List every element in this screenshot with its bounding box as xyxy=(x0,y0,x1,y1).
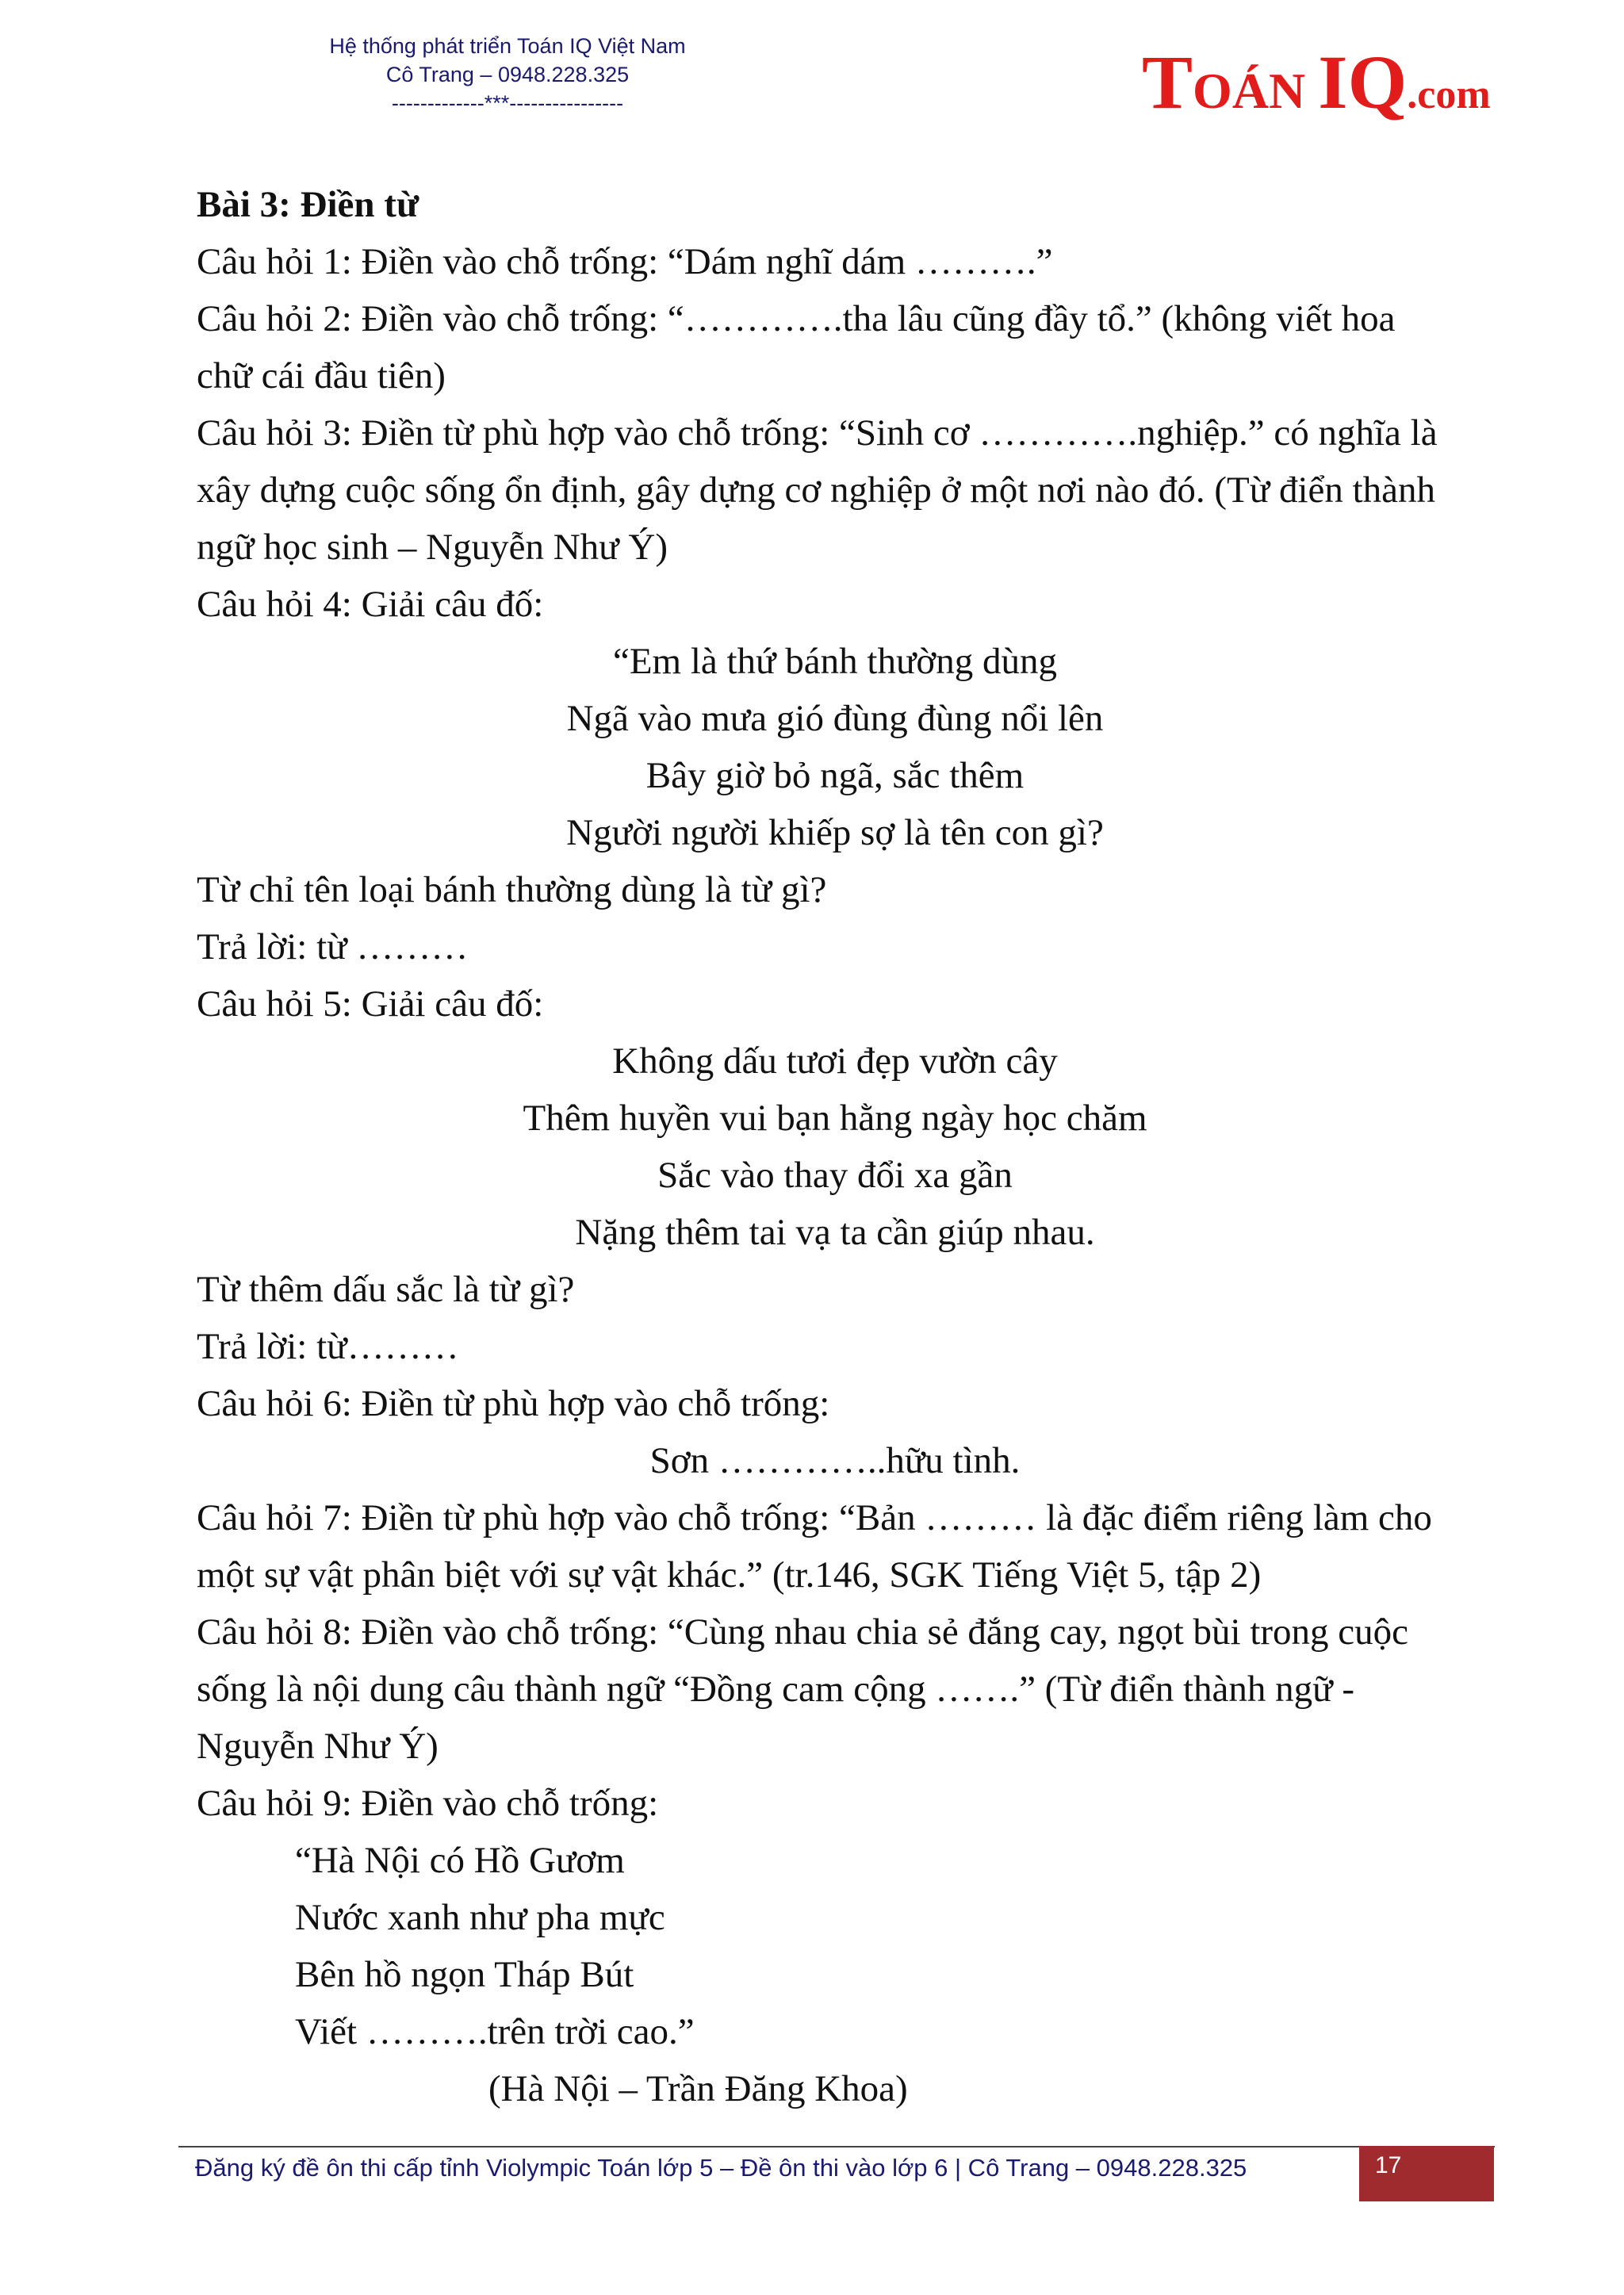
question-7-line-2: một sự vật phân biệt với sự vật khác.” (tr.146, SGK Tiếng Việt 5, tập 2) xyxy=(197,1554,1262,1596)
question-4-ask: Từ chỉ tên loại bánh thường dùng là từ gì? xyxy=(197,869,827,910)
question-7-line-1: Câu hỏi 7: Điền từ phù hợp vào chỗ trống: “Bản ……… là đặc điểm riêng làm cho xyxy=(197,1497,1432,1538)
question-8-line-3: Nguyễn Như Ý) xyxy=(197,1726,439,1767)
question-4: Câu hỏi 4: Giải câu đố: xyxy=(197,584,544,625)
poem-line: Viết ……….trên trời cao.” xyxy=(295,2011,695,2052)
document-body xyxy=(197,176,1465,2117)
question-2-line-1: Câu hỏi 2: Điền vào chỗ trống: “………….tha lâu cũng đầy tổ.” (không viết hoa xyxy=(197,298,1396,339)
question-8-line-2: sống là nội dung câu thành ngữ “Đồng cam cộng …….” (Từ điển thành ngữ - xyxy=(197,1669,1354,1710)
poem-line: Nước xanh như pha mực xyxy=(295,1897,665,1938)
question-5-answer: Trả lời: từ……… xyxy=(197,1326,459,1367)
page-number-badge: 17 xyxy=(1359,2146,1494,2201)
riddle-2-line: Nặng thêm tai vạ ta cần giúp nhau. xyxy=(575,1212,1095,1253)
question-8-line-1: Câu hỏi 8: Điền vào chỗ trống: “Cùng nhau chia sẻ đắng cay, ngọt bùi trong cuộc xyxy=(197,1611,1409,1653)
section-title: Bài 3: Điền từ xyxy=(197,184,419,225)
riddle-1-line: Người người khiếp sợ là tên con gì? xyxy=(566,812,1104,853)
footer-text: Đăng ký đề ôn thi cấp tỉnh Violympic Toán lớp 5 – Đề ôn thi vào lớp 6 | Cô Trang – 0948.228.325 xyxy=(195,2154,1247,2182)
question-1: Câu hỏi 1: Điền vào chỗ trống: “Dám nghĩ dám ……….” xyxy=(197,241,1053,282)
toaniq-logo: TOÁN IQ.com xyxy=(1142,40,1491,125)
header-contact: Cô Trang – 0948.228.325 xyxy=(385,63,630,86)
question-5: Câu hỏi 5: Giải câu đố: xyxy=(197,983,544,1025)
header-separator: -------------***---------------- xyxy=(391,91,624,115)
header-block xyxy=(270,32,745,117)
poem-source: (Hà Nội – Trần Đăng Khoa) xyxy=(488,2068,908,2109)
question-3-line-2: xây dựng cuộc sống ổn định, gây dựng cơ nghiệp ở một nơi nào đó. (Từ điển thành xyxy=(197,469,1436,511)
riddle-2-line: Thêm huyền vui bạn hằng ngày học chăm xyxy=(523,1098,1147,1139)
question-2-line-2: chữ cái đầu tiên) xyxy=(197,355,446,397)
question-6-blank: Sơn …………..hữu tình. xyxy=(649,1440,1021,1481)
question-6: Câu hỏi 6: Điền từ phù hợp vào chỗ trống: xyxy=(197,1383,830,1424)
poem-line: Bên hồ ngọn Tháp Bút xyxy=(295,1954,634,1995)
riddle-2-line: Không dấu tươi đẹp vườn cây xyxy=(612,1040,1058,1082)
riddle-1-line: “Em là thứ bánh thường dùng xyxy=(612,641,1058,682)
poem-line: “Hà Nội có Hồ Gươm xyxy=(295,1840,625,1881)
question-3-line-1: Câu hỏi 3: Điền từ phù hợp vào chỗ trống: “Sinh cơ ………….nghiệp.” có nghĩa là xyxy=(197,412,1438,454)
header-org: Hệ thống phát triển Toán IQ Việt Nam xyxy=(329,34,686,58)
question-9: Câu hỏi 9: Điền vào chỗ trống: xyxy=(197,1783,659,1824)
question-3-line-3: ngữ học sinh – Nguyễn Như Ý) xyxy=(197,527,668,568)
riddle-1-line: Bây giờ bỏ ngã, sắc thêm xyxy=(645,755,1025,796)
footer-divider xyxy=(178,2146,1495,2147)
riddle-2-line: Sắc vào thay đổi xa gần xyxy=(657,1155,1013,1196)
question-5-ask: Từ thêm dấu sắc là từ gì? xyxy=(197,1269,575,1310)
riddle-1-line: Ngã vào mưa gió đùng đùng nổi lên xyxy=(566,698,1104,739)
question-4-answer: Trả lời: từ ……… xyxy=(197,926,469,967)
